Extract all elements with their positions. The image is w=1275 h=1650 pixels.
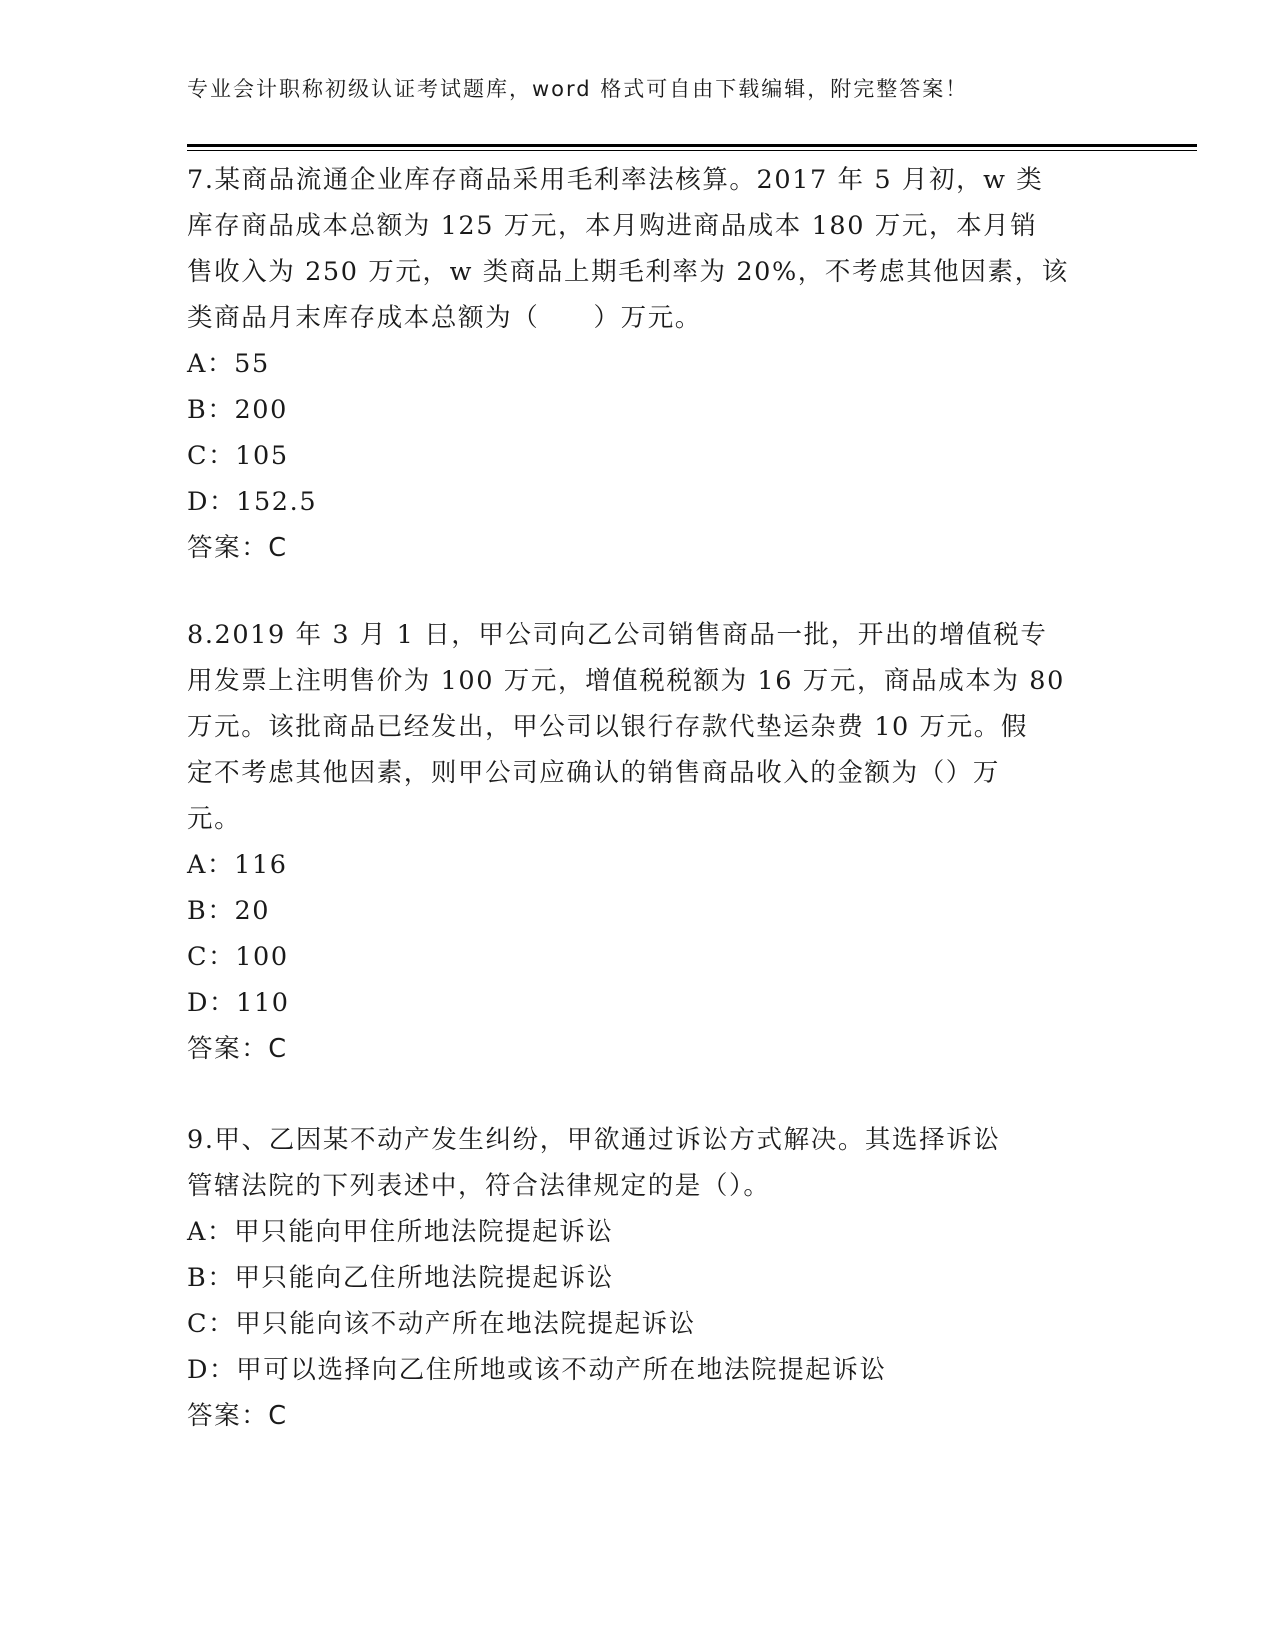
option-c: C：甲只能向该不动产所在地法院提起诉讼 <box>187 1309 696 1339</box>
option-d: D：110 <box>187 988 290 1018</box>
option-c: C：105 <box>187 441 289 471</box>
answer-line: 答案：C <box>187 1401 288 1431</box>
question-stem-line: 9.甲、乙因某不动产发生纠纷，甲欲通过诉讼方式解决。其选择诉讼 <box>187 1125 1001 1155</box>
option-d: D：甲可以选择向乙住所地或该不动产所在地法院提起诉讼 <box>187 1355 887 1385</box>
question-stem-line: 类商品月末库存成本总额为（ ）万元。 <box>187 303 702 333</box>
question-stem-line: 管辖法院的下列表述中，符合法律规定的是（）。 <box>187 1171 771 1201</box>
option-a: A：55 <box>187 349 270 379</box>
option-a: A：116 <box>187 850 288 880</box>
answer-line: 答案：C <box>187 1034 288 1064</box>
question-stem-line: 万元。该批商品已经发出，甲公司以银行存款代垫运杂费 10 万元。假 <box>187 712 1028 742</box>
header-rule-thin <box>187 150 1197 151</box>
answer-line: 答案：C <box>187 533 288 563</box>
question-9 <box>187 1117 1087 1439</box>
option-b: B：20 <box>187 896 271 926</box>
option-b: B：甲只能向乙住所地法院提起诉讼 <box>187 1263 614 1293</box>
header-rule-thick <box>187 144 1197 147</box>
question-8 <box>187 612 1087 1072</box>
question-7 <box>187 157 1087 571</box>
option-a: A：甲只能向甲住所地法院提起诉讼 <box>187 1217 614 1247</box>
option-c: C：100 <box>187 942 289 972</box>
question-stem-line: 定不考虑其他因素，则甲公司应确认的销售商品收入的金额为（）万 <box>187 758 1001 788</box>
question-stem-line: 7.某商品流通企业库存商品采用毛利率法核算。2017 年 5 月初，w 类 <box>187 165 1044 195</box>
question-stem-line: 8.2019 年 3 月 1 日，甲公司向乙公司销售商品一批，开出的增值税专 <box>187 620 1048 650</box>
option-d: D：152.5 <box>187 487 318 517</box>
option-b: B：200 <box>187 395 288 425</box>
page-header: 专业会计职称初级认证考试题库，word 格式可自由下载编辑，附完整答案！ <box>187 77 969 101</box>
question-stem-line: 元。 <box>187 804 242 834</box>
question-stem-line: 库存商品成本总额为 125 万元，本月购进商品成本 180 万元，本月销 <box>187 211 1038 241</box>
question-stem-line: 用发票上注明售价为 100 万元，增值税税额为 16 万元，商品成本为 80 <box>187 666 1065 696</box>
question-stem-line: 售收入为 250 万元，w 类商品上期毛利率为 20%，不考虑其他因素，该 <box>187 257 1069 287</box>
